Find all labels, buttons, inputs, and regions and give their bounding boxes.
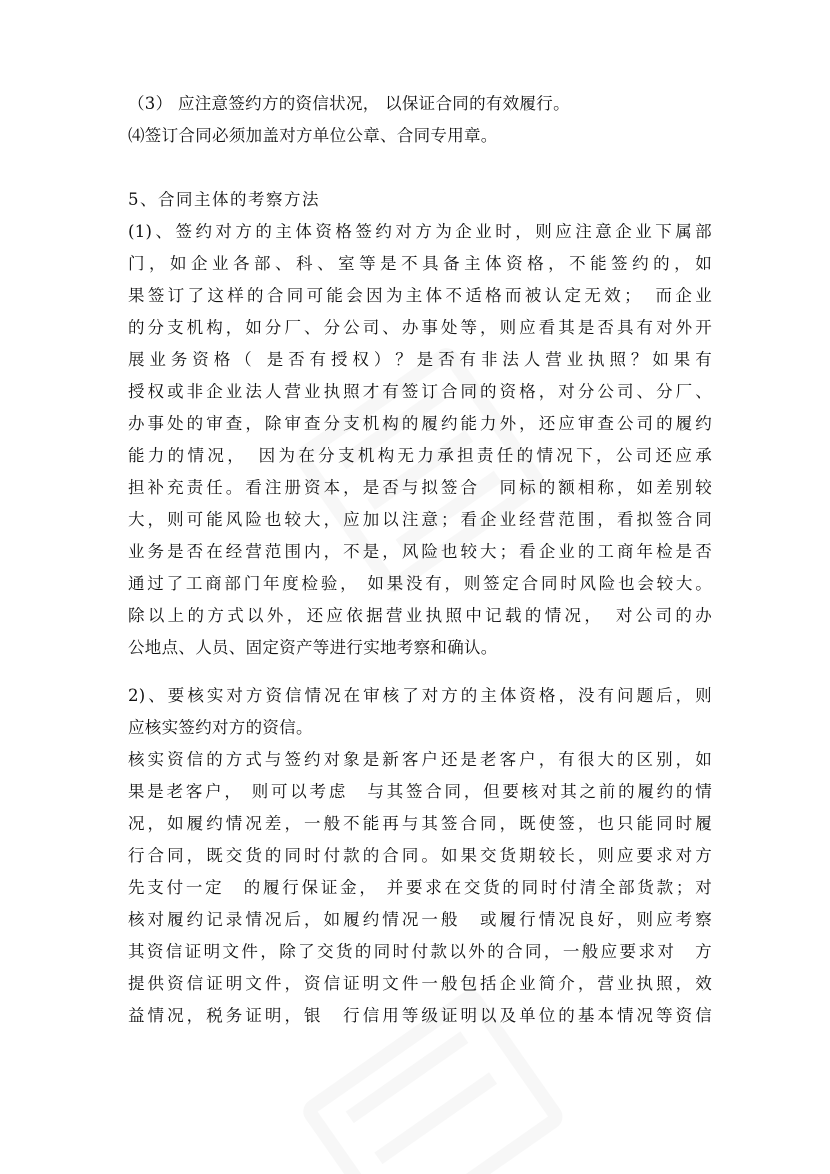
paragraph-line: 行合同，既交货的同时付款的合同。如果交货期较长，则应要求对方 xyxy=(128,846,712,865)
paragraph-line: 果是老客户， 则可以考虑 与其签合同，但要核对其之前的履约的情 xyxy=(128,782,712,801)
paragraph-line: (1)、签约对方的主体资格签约对方为企业时，则应注意企业下属部 xyxy=(128,222,712,241)
paragraph-line: 公地点、人员、固定资产等进行实地考察和确认。 xyxy=(128,638,498,657)
list-item-4: ⑷签订合同必须加盖对方单位公章、合同专用章。 xyxy=(128,126,498,145)
paragraph-line: 门，如企业各部、科、室等是不具备主体资格，不能签约的，如 xyxy=(128,254,712,273)
list-item-3: （3） 应注意签约方的资信状况， 以保证合同的有效履行。 xyxy=(128,94,570,113)
paragraph-line: 能力的情况， 因为在分支机构无力承担责任的情况下，公司还应承 xyxy=(128,446,712,465)
paragraph-line: 核对履约记录情况后，如履约情况一般 或履行情况良好，则应考察 xyxy=(128,910,712,929)
paragraph-line: 的分支机构，如分厂、分公司、办事处等，则应看其是否具有对外开 xyxy=(128,318,712,337)
paragraph-line: 授权或非企业法人营业执照才有签订合同的资格，对分公司、分厂、 xyxy=(128,382,712,401)
section-title: 5、合同主体的考察方法 xyxy=(128,190,320,209)
paragraph-line: 担补充责任。看注册资本，是否与拟签合 同标的额相称，如差别较 xyxy=(128,478,712,497)
paragraph-line: 先支付一定 的履行保证金， 并要求在交货的同时付清全部货款；对 xyxy=(128,878,712,897)
paragraph-line: 果签订了这样的合同可能会因为主体不适格而被认定无效； 而企业 xyxy=(128,286,712,305)
paragraph-line: 核实资信的方式与签约对象是新客户还是老客户，有很大的区别，如 xyxy=(128,750,712,769)
paragraph-line: 况，如履约情况差，一般不能再与其签合同，既使签，也只能同时履 xyxy=(128,814,712,833)
paragraph-line: 展业务资格（ 是否有授权）？是否有非法人营业执照？如果有 xyxy=(128,350,712,369)
paragraph-line: 提供资信证明文件，资信证明文件一般包括企业简介，营业执照，效 xyxy=(128,974,712,993)
paragraph-line: 应核实签约对方的资信。 xyxy=(128,718,313,737)
paragraph-line: 大，则可能风险也较大，应加以注意；看企业经营范围，看拟签合同 xyxy=(128,510,712,529)
paragraph-line: 业务是否在经营范围内，不是，风险也较大；看企业的工商年检是否 xyxy=(128,542,712,561)
paragraph-line: 除以上的方式以外，还应依据营业执照中记载的情况， 对公司的办 xyxy=(128,606,712,625)
paragraph-line: 其资信证明文件，除了交货的同时付款以外的合同，一般应要求对 方 xyxy=(128,942,712,961)
paragraph-line: 2)、要核实对方资信情况在审核了对方的主体资格，没有问题后，则 xyxy=(128,686,712,705)
paragraph-line: 通过了工商部门年度检验， 如果没有，则签定合同时风险也会较大。 xyxy=(128,574,712,593)
paragraph-line: 益情况，税务证明，银 行信用等级证明以及单位的基本情况等资信 xyxy=(128,1006,712,1025)
paragraph-line: 办事处的审查，除审查分支机构的履约能力外，还应审查公司的履约 xyxy=(128,414,712,433)
